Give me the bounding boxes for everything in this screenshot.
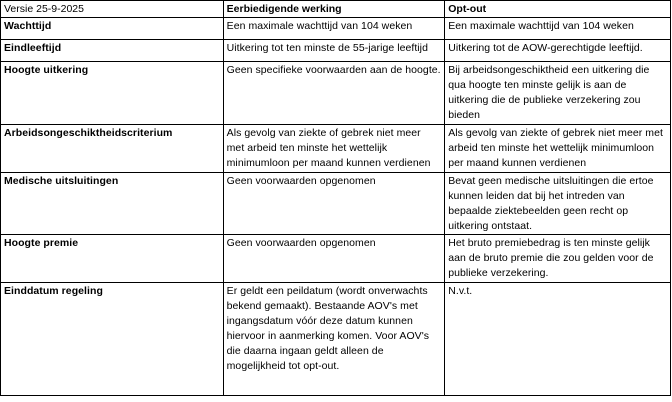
cell-respectful: Geen voorwaarden opgenomen <box>223 235 445 283</box>
row-label: Hoogte premie <box>1 235 224 283</box>
cell-optout: Een maximale wachttijd van 104 weken <box>445 18 671 40</box>
cell-respectful: Er geldt een peildatum (wordt onverwachts bekend gemaakt). Bestaande AOV's met ingangsdatum vóór deze datum kunnen hiervoor in aanmerking komen. Voor AOV's die daarna ingaan geldt alleen de mogelijkheid tot opt-out. <box>223 283 445 396</box>
version-label: Versie 25-9-2025 <box>1 1 224 18</box>
table-row-einddatum-regeling <box>1 283 671 396</box>
column-header-optout: Opt-out <box>445 1 671 18</box>
row-label: Eindleeftijd <box>1 40 224 62</box>
table-row-hoogte-uitkering <box>1 62 671 125</box>
table-row-medische-uitsluitingen <box>1 173 671 235</box>
table-row-wachttijd <box>1 18 671 40</box>
cell-optout: N.v.t. <box>445 283 671 396</box>
cell-optout: Bij arbeidsongeschiktheid een uitkering die qua hoogte ten minste gelijk is aan de uitkering die de publieke verzekering zou bieden <box>445 62 671 125</box>
row-label: Wachttijd <box>1 18 224 40</box>
cell-respectful: Uitkering tot ten minste de 55-jarige leeftijd <box>223 40 445 62</box>
row-label: Hoogte uitkering <box>1 62 224 125</box>
cell-optout: Uitkering tot de AOW-gerechtigde leeftijd. <box>445 40 671 62</box>
cell-respectful: Geen voorwaarden opgenomen <box>223 173 445 235</box>
row-label: Medische uitsluitingen <box>1 173 224 235</box>
cell-optout: Bevat geen medische uitsluitingen die ertoe kunnen leiden dat bij het intreden van bepaalde ziektebeelden geen recht op uitkering ontstaat. <box>445 173 671 235</box>
table-row-eindleeftijd <box>1 40 671 62</box>
cell-optout: Het bruto premiebedrag is ten minste gelijk aan de bruto premie die zou gelden voor de publieke verzekering. <box>445 235 671 283</box>
row-label: Arbeidsongeschiktheidscriterium <box>1 125 224 173</box>
header-row <box>1 1 671 18</box>
row-label: Einddatum regeling <box>1 283 224 396</box>
cell-respectful: Als gevolg van ziekte of gebrek niet meer met arbeid ten minste het wettelijk minimumloon per maand kunnen verdienen <box>223 125 445 173</box>
table-row-hoogte-premie <box>1 235 671 283</box>
cell-respectful: Een maximale wachttijd van 104 weken <box>223 18 445 40</box>
cell-optout: Als gevolg van ziekte of gebrek niet meer met arbeid ten minste het wettelijk minimumloon per maand kunnen verdienen <box>445 125 671 173</box>
column-header-respectful: Eerbiedigende werking <box>223 1 445 18</box>
table-row-arbeidsongeschiktheidscriterium <box>1 125 671 173</box>
cell-respectful: Geen specifieke voorwaarden aan de hoogte. <box>223 62 445 125</box>
